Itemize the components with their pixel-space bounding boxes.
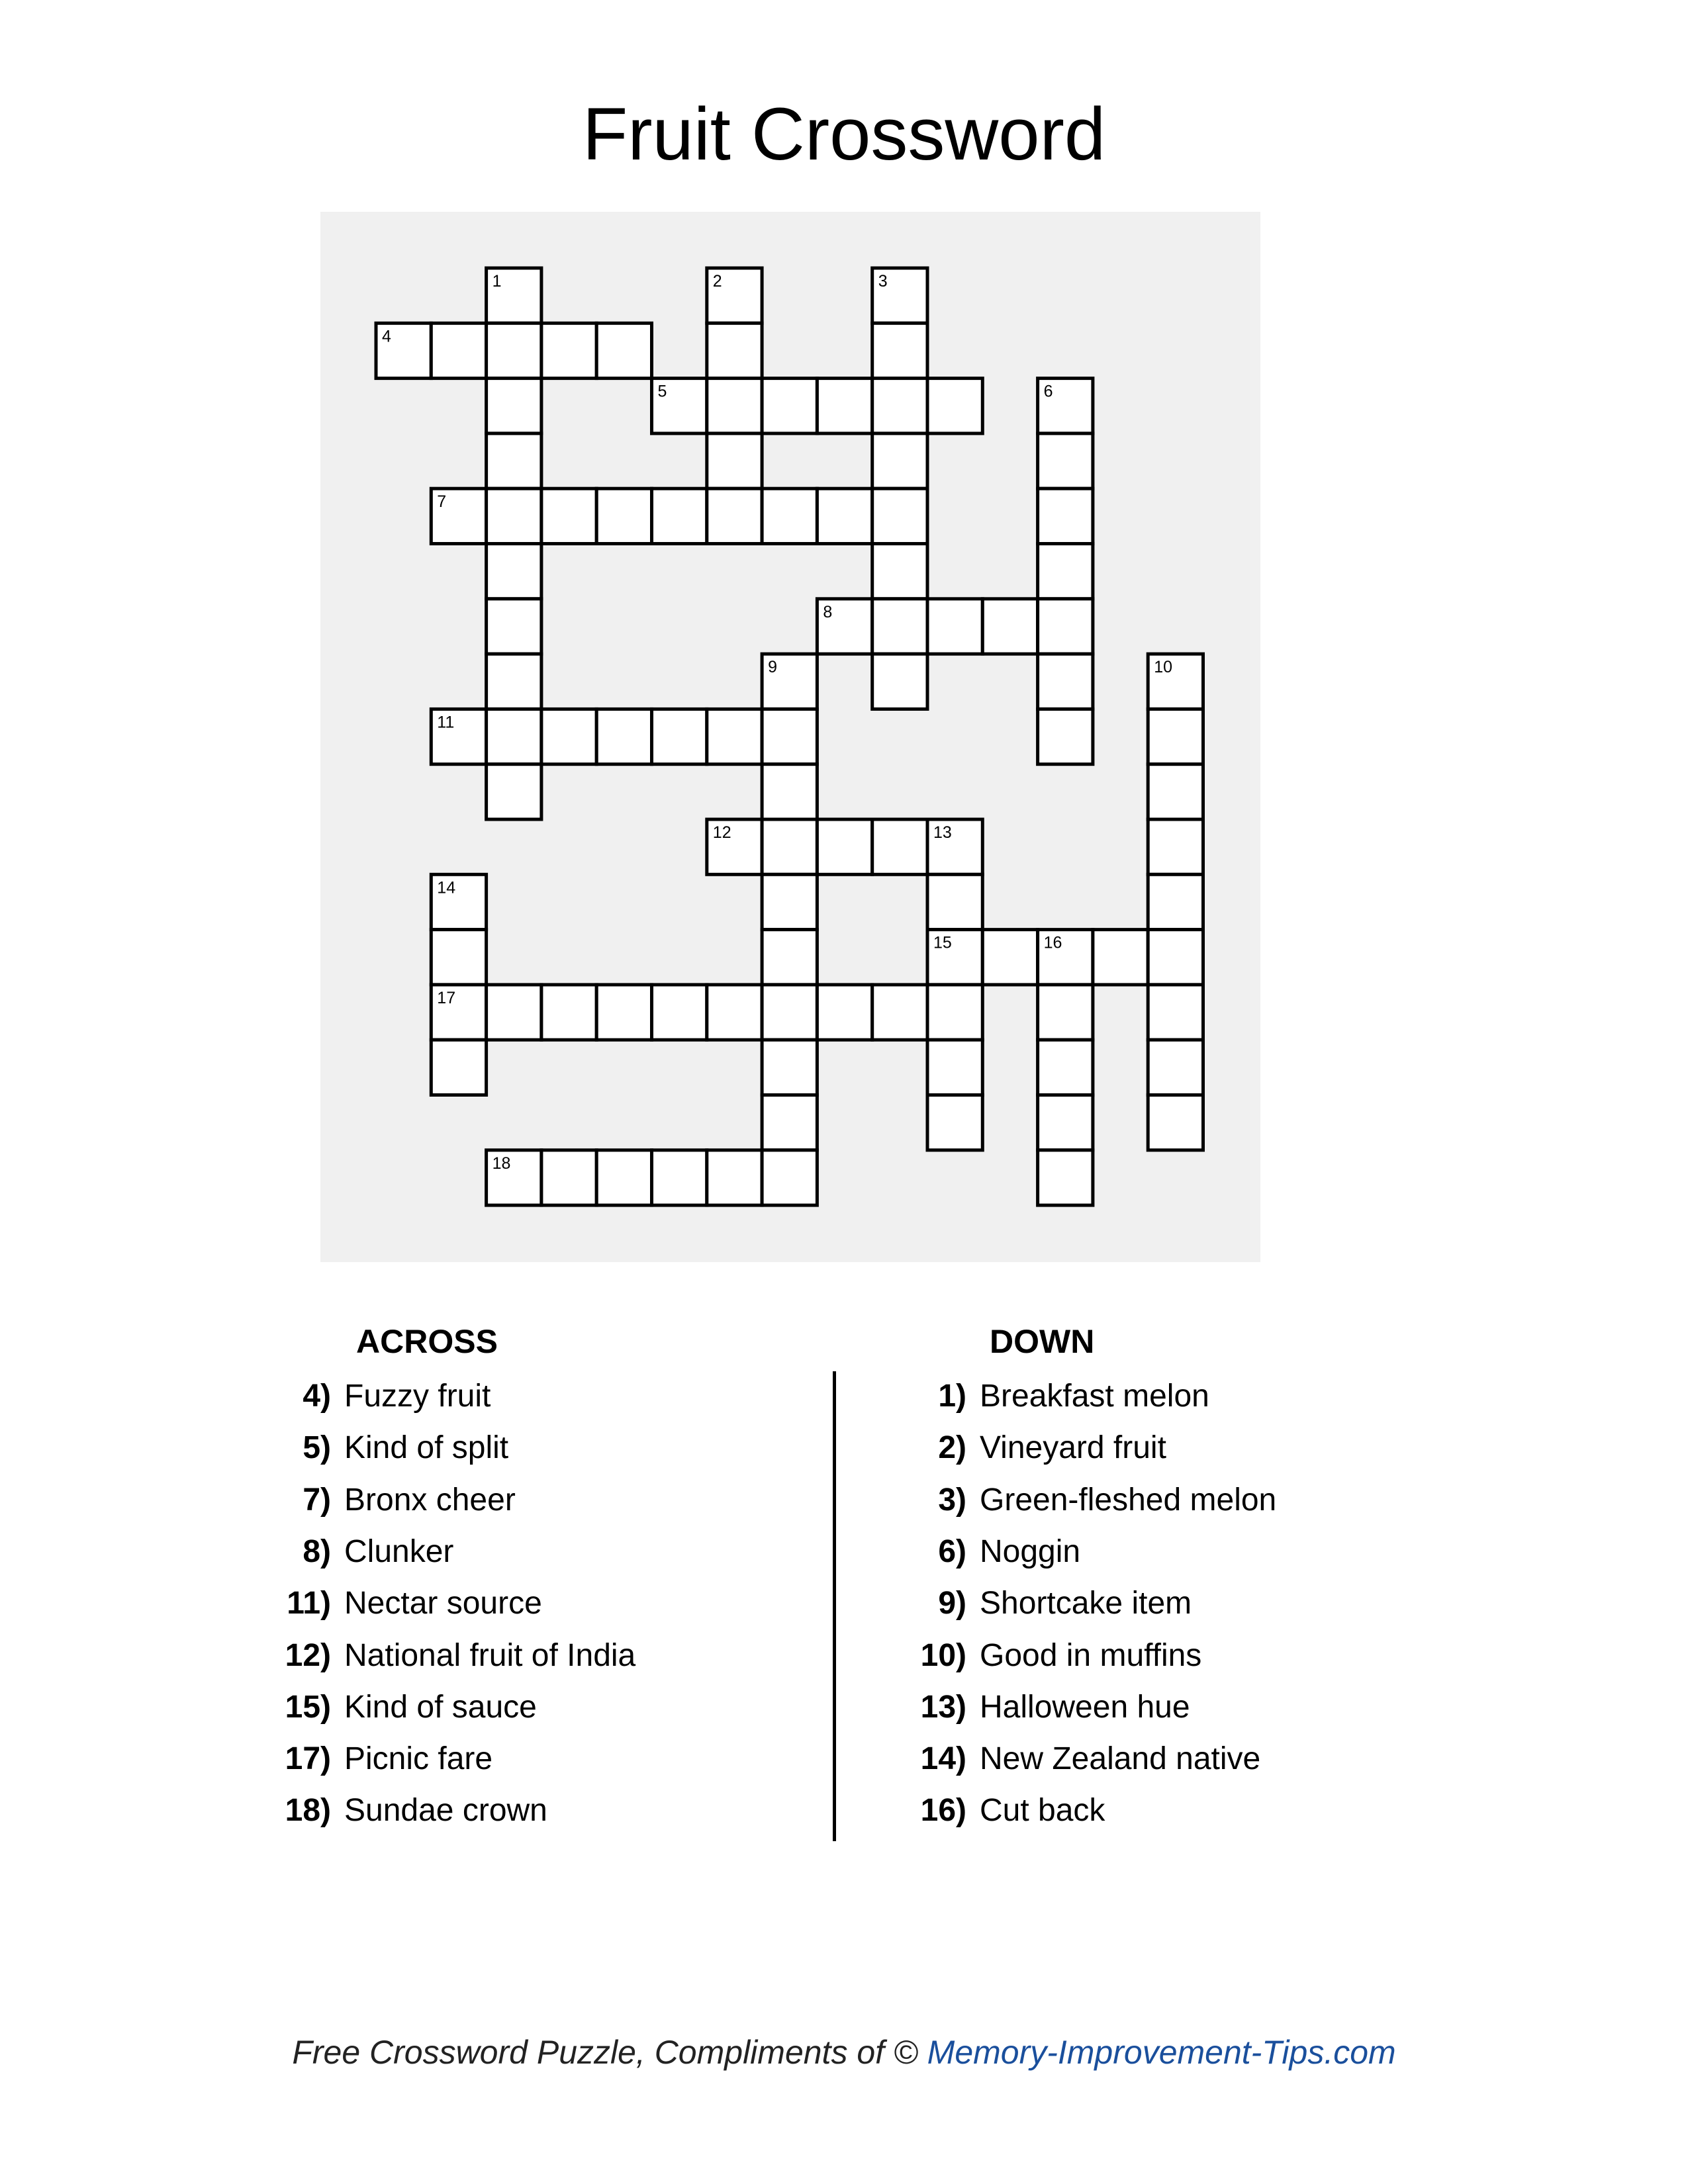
clue-text: New Zealand native	[980, 1741, 1261, 1777]
footer-credit	[0, 2029, 1688, 2075]
grid-cell-number: 8	[823, 602, 833, 621]
clue-number: 10)	[920, 1637, 966, 1673]
grid-cell[interactable]	[1038, 1095, 1093, 1150]
clue-text: Good in muffins	[980, 1637, 1202, 1673]
clue-text: Noggin	[980, 1533, 1081, 1569]
grid-cell[interactable]	[1148, 930, 1203, 985]
clue-number: 6)	[938, 1533, 966, 1569]
grid-cell[interactable]	[487, 654, 541, 709]
grid-cell[interactable]	[541, 709, 596, 764]
clue-text: Green-fleshed melon	[980, 1482, 1277, 1518]
clue-text: Fuzzy fruit	[344, 1379, 491, 1414]
grid-cell[interactable]	[927, 1095, 982, 1150]
grid-cell[interactable]	[762, 764, 817, 819]
grid-cell[interactable]	[1038, 433, 1093, 488]
clue-text: Shortcake item	[980, 1586, 1192, 1621]
clue-text: National fruit of India	[344, 1637, 636, 1673]
grid-cell[interactable]	[431, 930, 486, 985]
crossword-grid-panel	[320, 212, 1260, 1262]
grid-cell-number: 18	[492, 1154, 511, 1173]
grid-cell[interactable]	[431, 323, 486, 378]
clue-number: 4)	[303, 1379, 331, 1414]
footer-text: Free Crossword Puzzle, Compliments of ©	[292, 2034, 927, 2071]
clue-text: Kind of split	[344, 1430, 509, 1466]
grid-cell[interactable]	[707, 709, 762, 764]
clue-text: Picnic fare	[344, 1741, 493, 1777]
clue-number: 14)	[920, 1741, 966, 1777]
clue-number: 13)	[920, 1689, 966, 1725]
grid-cell[interactable]	[872, 985, 927, 1040]
clue-number: 8)	[303, 1533, 331, 1569]
grid-cell[interactable]	[872, 379, 927, 433]
grid-cell-number: 1	[492, 272, 502, 291]
grid-cell[interactable]	[872, 544, 927, 599]
clue-number: 15)	[285, 1689, 331, 1725]
grid-cell-number: 9	[768, 658, 778, 677]
clue-number: 9)	[938, 1586, 966, 1621]
grid-cell[interactable]	[541, 323, 596, 378]
grid-cell[interactable]	[707, 323, 762, 378]
grid-cell[interactable]	[1038, 599, 1093, 654]
grid-cell[interactable]	[817, 379, 872, 433]
grid-cell-number: 13	[933, 823, 952, 842]
grid-cell-number: 16	[1043, 933, 1062, 952]
clue-number: 2)	[938, 1430, 966, 1466]
clue-text: Kind of sauce	[344, 1689, 537, 1725]
grid-cell[interactable]	[487, 379, 541, 433]
grid-cell[interactable]	[707, 1150, 762, 1205]
grid-cell-number: 14	[437, 878, 456, 897]
clue-number: 17)	[285, 1741, 331, 1777]
clue-number: 7)	[303, 1482, 331, 1518]
grid-cell[interactable]	[487, 599, 541, 654]
grid-cell[interactable]	[762, 488, 817, 543]
grid-cell[interactable]	[707, 985, 762, 1040]
grid-cell[interactable]	[872, 433, 927, 488]
grid-cell[interactable]	[1148, 819, 1203, 874]
grid-cell-number: 10	[1154, 658, 1173, 677]
clue-text: Vineyard fruit	[980, 1430, 1166, 1466]
grid-cell[interactable]	[762, 379, 817, 433]
grid-cell[interactable]	[1038, 1040, 1093, 1095]
grid-cell[interactable]	[652, 488, 707, 543]
grid-cell[interactable]	[487, 544, 541, 599]
grid-cell[interactable]	[1148, 985, 1203, 1040]
grid-cell-number: 17	[437, 988, 456, 1007]
clue-text: Clunker	[344, 1533, 454, 1569]
grid-cell[interactable]	[596, 488, 651, 543]
grid-cell[interactable]	[487, 985, 541, 1040]
clue-text: Halloween hue	[980, 1689, 1190, 1725]
grid-cell[interactable]	[1038, 654, 1093, 709]
grid-cell[interactable]	[982, 930, 1037, 985]
grid-cell-number: 5	[657, 382, 667, 401]
grid-cell[interactable]	[1148, 874, 1203, 929]
grid-cell[interactable]	[596, 1150, 651, 1205]
grid-cell[interactable]	[762, 985, 817, 1040]
grid-cell[interactable]	[817, 819, 872, 874]
down-heading: DOWN	[990, 1323, 1095, 1360]
grid-cell[interactable]	[982, 599, 1037, 654]
clue-text: Bronx cheer	[344, 1482, 516, 1518]
grid-cell[interactable]	[541, 488, 596, 543]
grid-cell-number: 11	[437, 713, 455, 732]
grid-cell-number: 6	[1043, 382, 1053, 401]
grid-cell[interactable]	[596, 709, 651, 764]
page-title: Fruit Crossword	[582, 93, 1106, 175]
clue-number: 11)	[287, 1586, 331, 1621]
grid-cell[interactable]	[872, 654, 927, 709]
grid-cell[interactable]	[762, 930, 817, 985]
clue-number: 16)	[920, 1793, 966, 1829]
grid-cell[interactable]	[762, 1095, 817, 1150]
clue-text: Breakfast melon	[980, 1379, 1209, 1414]
grid-cell[interactable]	[596, 985, 651, 1040]
grid-cell[interactable]	[927, 874, 982, 929]
grid-cell[interactable]	[707, 379, 762, 433]
grid-cell-number: 2	[712, 272, 722, 291]
grid-cell[interactable]	[431, 1040, 486, 1095]
grid-cell[interactable]	[707, 488, 762, 543]
grid-cell[interactable]	[817, 985, 872, 1040]
clue-number: 3)	[938, 1482, 966, 1518]
clue-number: 1)	[938, 1379, 966, 1414]
clue-number: 12)	[285, 1637, 331, 1673]
grid-cell[interactable]	[487, 433, 541, 488]
grid-cell[interactable]	[487, 488, 541, 543]
grid-cell[interactable]	[541, 985, 596, 1040]
grid-cell[interactable]	[1038, 985, 1093, 1040]
clue-number: 5)	[303, 1430, 331, 1466]
footer-link[interactable]: Memory-Improvement-Tips.com	[927, 2034, 1396, 2071]
grid-cell[interactable]	[1038, 709, 1093, 764]
clue-text: Nectar source	[344, 1586, 542, 1621]
grid-cell[interactable]	[927, 379, 982, 433]
grid-cell[interactable]	[872, 488, 927, 543]
grid-cell[interactable]	[872, 819, 927, 874]
grid-cell[interactable]	[541, 1150, 596, 1205]
grid-cell[interactable]	[596, 323, 651, 378]
grid-cell[interactable]	[652, 985, 707, 1040]
grid-cell-number: 15	[933, 933, 952, 952]
grid-cell[interactable]	[927, 1040, 982, 1095]
clue-text: Cut back	[980, 1793, 1105, 1829]
grid-cell-number: 12	[712, 823, 731, 842]
grid-cell[interactable]	[1148, 1040, 1203, 1095]
grid-cell[interactable]	[652, 709, 707, 764]
grid-cell[interactable]	[1148, 1095, 1203, 1150]
crossword-grid	[320, 212, 1260, 1262]
grid-cell[interactable]	[487, 764, 541, 819]
grid-cell[interactable]	[872, 599, 927, 654]
grid-cell[interactable]	[487, 709, 541, 764]
grid-cell[interactable]	[1148, 709, 1203, 764]
grid-cell[interactable]	[762, 1040, 817, 1095]
grid-cell[interactable]	[1038, 544, 1093, 599]
grid-cell[interactable]	[1148, 764, 1203, 819]
grid-cell[interactable]	[762, 709, 817, 764]
grid-cell[interactable]	[927, 985, 982, 1040]
grid-cell[interactable]	[652, 1150, 707, 1205]
grid-cell[interactable]	[762, 874, 817, 929]
grid-cell[interactable]	[487, 323, 541, 378]
grid-cell-number: 4	[382, 327, 391, 346]
grid-cell[interactable]	[1038, 1150, 1093, 1205]
grid-cell[interactable]	[707, 433, 762, 488]
grid-cell[interactable]	[1038, 488, 1093, 543]
grid-cell-number: 7	[437, 492, 447, 512]
grid-cell[interactable]	[872, 323, 927, 378]
grid-cell-number: 3	[878, 272, 888, 291]
grid-cell[interactable]	[762, 819, 817, 874]
grid-cell[interactable]	[927, 599, 982, 654]
grid-cell[interactable]	[1093, 930, 1148, 985]
grid-cell[interactable]	[762, 1150, 817, 1205]
column-divider	[833, 1371, 836, 1841]
clue-number: 18)	[285, 1793, 331, 1829]
grid-cell[interactable]	[817, 488, 872, 543]
clue-text: Sundae crown	[344, 1793, 547, 1829]
across-heading: ACROSS	[356, 1323, 498, 1360]
